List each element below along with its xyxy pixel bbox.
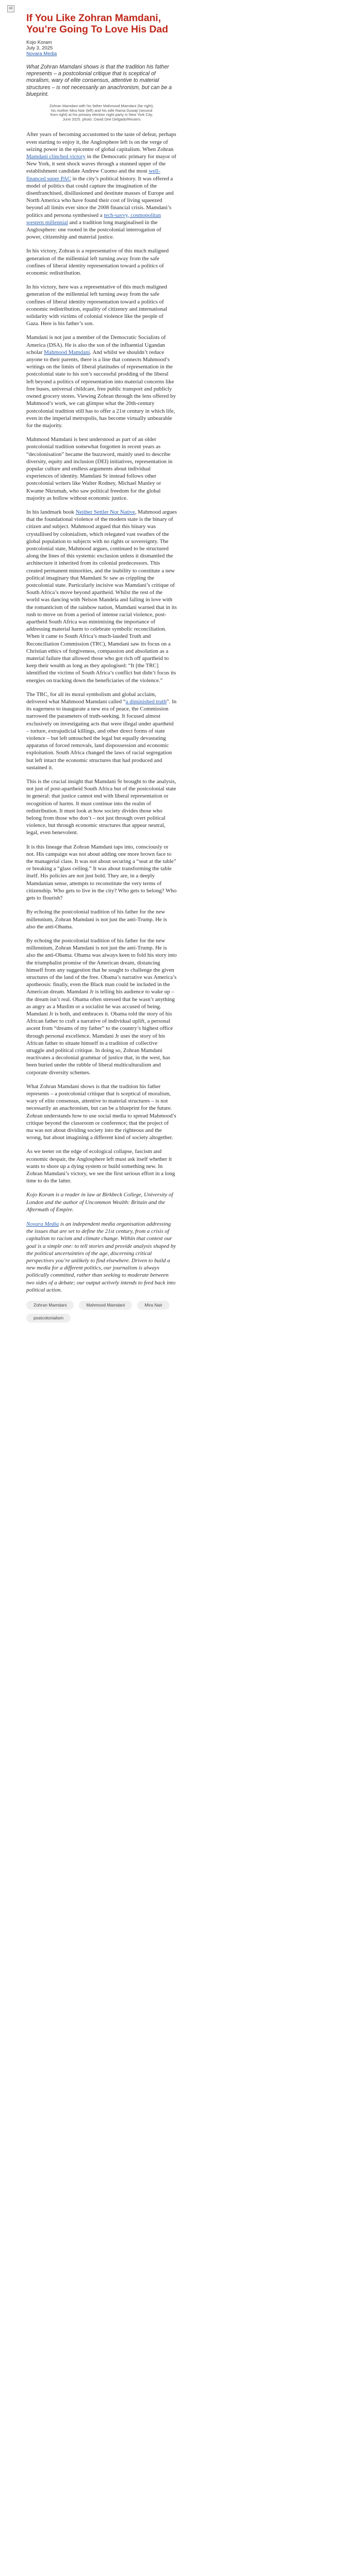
paragraph-text: This is the crucial insight that Mamdani Sr brought to the analysis, not just of post-apartheid South Africa but of the postcolonial state in general: that justice cannot end with liberal representation or recognition of harms. It must continue into the realm of redistribution. It must look at how society divides those who belong from those who don’t – not just through overt political violence, but through economic structures that appear neutral, legal, even benevolent. [26,778,176,836]
paragraph-text: ”. In its eagerness to inaugurate a new era of peace, the Commission narrowed the parameters of truth-seeking. It focused almost exclusively on investigating acts that were illegal under apartheid – torture, extrajudicial killings, and other direct forms of state violence – but left untouched the legal but equally devastating apparatus of forced removals, land dispossession and economic exploitation. South Africa changed the laws of racial segregation but left intact the economic structures that had produced and sustained it. [26,699,177,771]
tag-chip[interactable]: Zohran Mamdani [26,1301,74,1310]
publish-date: July 3, 2025 [26,45,53,51]
paragraph-text: in the city’s political history. It was offered a model of politics that could capture the imagination of the disenfranchised, disillusioned and destitute masses of Europe and North America who have found their cost of living squeezed beyond all limits ever since the 2008 financial crisis. Mamdani’s politics and persona synthesised a [26,175,174,218]
article [26,12,177,1323]
paragraph-text: What Zohran Mamdani shows is that the tradition his father represents – a postcolonial critique that is sceptical of moralism, wary of elite consensus, attentive to material structures – is not necessarily an anachronism, but can be a blueprint for the future. Zohran understands how to use social media to spread Mahmood’s critique beyond the classroom or conference; that the project of ma was not about dividing society into the righteous and the wrong, but about imagining a different kind of society altogether. [26,1083,176,1141]
paragraph-link[interactable]: Mahmood Mamdani [44,349,90,355]
lede: What Zohran Mamdani shows is that the tradition his father represents – a postcolonial critique that is sceptical of moralism, wary of elite consensus, attentive to material structures – is not necessarily an anachronism, but can be a blueprint. [26,64,172,97]
tag-list [26,1301,177,1323]
body-paragraph [26,131,177,241]
body-paragraph [26,436,177,502]
paragraph-text: The TRC, for all its moral symbolism and global acclaim, delivered what Mahmood Mamdani called “ [26,691,156,705]
paragraph-text: In his victory, here was a representative of this much maligned generation of the millennial left turning away from the safe confines of liberal identity representation toward a politics of economic redistribution, equality of citizenry and international solidarity with victims of colonial violence like the people of Gaza. Here is his father’s son. [26,284,168,327]
author: Kojo Koram [26,40,52,45]
paragraph-link[interactable]: Mamdani clinched victory [26,154,86,160]
paragraph-link[interactable]: Neither Settler Nor Native [75,509,135,515]
article-meta [26,40,177,57]
body-paragraph [26,1083,177,1142]
about-text: is an independent media organisation addressing the issues that are set to define the 21st century, from a crisis of capitalism to racism and climate change. Within that context our goal is a simple one: to tell stories and provide analysis shaped by the political uncertainties of the age, discerning critical perspectives you’re unlikely to find elsewhere. Driven to build a new media for a different politics, our journalism is always politically committed, rather than seeking to moderate between two sides of a debate; our output actively intends to feed back into political action. [26,1221,176,1293]
photo-caption: Zohran Mamdani with his father Mahmood Mamdani (far right), his mother Mira Nair (left) and his wife Rama Duwaji (second from right) at his primary election night party in New York City, June 2025. photo: David Dee Delgado/Reuters [49,104,154,122]
paragraph-text: As we teeter on the edge of ecological collapse, fascism and economic despair, the Anglosphere left must ask itself whether it wants to shore up a dying system or build something new. In Zohran Mamdani’s victory, we see the first serious effort in a long time to do the latter. [26,1148,175,1184]
tag-chip[interactable]: Mahmood Mamdani [79,1301,132,1310]
paragraph-link[interactable]: well-financed super PAC [26,168,160,182]
about-link[interactable]: Novara Media [26,1221,59,1228]
tag-chip[interactable]: postcolonialism [26,1314,71,1323]
source-link[interactable]: Novara Media [26,51,57,57]
paragraph-text: in the Democratic primary for mayor of New York, it sent shock waves through a stunned upper of the establishment candidate Andrew Cuomo and the most [26,154,176,175]
newsletter-logo-icon[interactable]: ✉ [7,5,14,12]
author-bio: Kojo Koram is a reader in law at Birkbeck College, University of London and the author of Uncommon Wealth: Britain and the Aftermath of Empire. [26,1192,173,1213]
paragraph-text: . And whilst we shouldn’t reduce anyone to their parents, there is a line that connects Mahmood’s writings on the limits of liberal platitudes of representation in the postcolonial state to his son’s successful prodding of the liberal left beyond a politics of representation into material concerns like free buses, universal childcare, free public transport and publicly owned grocery stores. Viewing Zohran through the lens offered by Mahmood’s work, we can glimpse what the 20th-century postcolonial tradition still has to offer a 21st century in which life, even in the imperial metropolis, has become virtually unbearable for the majority. [26,349,176,429]
body-paragraph [26,908,177,930]
body-paragraph [26,283,177,327]
about-novara [26,1221,177,1294]
paragraph-text: and a tradition long marginalised in the Anglosphere: one rooted in the postcolonial interrogation of power, citizenship and material justice. [26,219,161,241]
body-paragraph [26,937,177,1076]
paragraph-text: , Mahmood argues that the foundational violence of the modern state is the binary of citizen and subject. Mahmood argued that this binary was crystallised by colonialism, which relegated vast swathes of the global population to subjects with no rights or sovereignty. The postcolonial state, Mahmood argues, continued to be structured along the lines of this systemic exclusion unless it dismantled the architecture it inherited from its colonial predecessors. This created permanent minorities, and the inability to constitute a new political imaginary that Mamdani Sr saw as crippling the postcolonial state. Particularly incisive was Mamdani’s critique of South Africa’s move beyond apartheid. Whilst the rest of the world was dancing with Nelson Mandela and falling in love with the romanticism of the rainbow nation, Mamdani warned that in its rush to move on from a period of intense racial violence, post-apartheid South Africa was minimising the importance of addressing material harm to celebrate symbolic reconciliation. When it came to South Africa’s much-lauded Truth and Reconciliation Commission (TRC), Mamdani saw its focus on a Christian ethics of forgiveness, compassion and absolution as a material failure that allowed those who got rich off apartheid to keep their wealth as long as they apologised: “It [the TRC] identified the victims of South Africa’s conflict but didn’t focus its energies on tracking down the beneficiaries of the violence.” [26,509,177,684]
body-paragraph [26,334,177,429]
paragraph-text: After years of becoming accustomed to the taste of defeat, perhaps even starting to enjoy it, the Anglosphere left is on the verge of seizing power in the epicentre of global capitalism. When Zohran [26,131,176,152]
paragraph-text: Mahmood Mamdani is best understood as part of an older postcolonial tradition somewhat forgotten in recent years as “decolonisation” became the buzzword, mainly used to describe diversity, equity and inclusion (DEI) initiatives, representation in popular culture and endless arguments about individual experiences of identity. Mamdani Sr instead follows other postcolonial writers like Walter Rodney, Michael Manley or Kwame Nkrumah, who saw political freedom for the global majority as hollow without economic justice. [26,436,173,501]
paragraph-text: In his victory, Zohran is a representative of this much maligned generation of the millennial left turning away from the safe confines of liberal identity representation toward a politics of economic redistribution. [26,248,169,277]
body-paragraph [26,1148,177,1184]
body-paragraph [26,843,177,902]
tag-chip[interactable]: Mira Nair [137,1301,169,1310]
article-body [26,131,177,1184]
paragraph-text: In his landmark book [26,509,76,515]
body-paragraph [26,691,177,771]
paragraph-text: Mamdani is not just a member of the Democratic Socialists of America (DSA). He is also the son of the influential Ugandan scholar [26,334,166,355]
article-title[interactable]: If You Like Zohran Mamdani, You’re Going To Love His Dad [26,12,168,35]
body-paragraph [26,509,177,684]
paragraph-text: It is this lineage that Zohran Mamdani taps into, consciously or not. His campaign was not about adding one more brown face to the managerial class. It was not about securing a “seat at the table” or breaking a “glass ceiling.” It was about transforming the table itself. His policies are not just bold. They are, in a deeply Mamdanian sense, attempts to reconstitute the very terms of citizenship. Who gets to live in the city? Who gets to belong? Who gets to flourish? [26,843,177,902]
paragraph-text: By echoing the postcolonial tradition of his father for the new millennium, Zohran Mamdani is not just the anti-Trump. He is also the anti-Obama. [26,909,167,930]
body-paragraph [26,247,177,277]
paragraph-link[interactable]: a diminished truth [125,699,167,705]
paragraph-link[interactable]: tech-savvy, cosmopolitan western millennial [26,212,161,226]
paragraph-text: By echoing the postcolonial tradition of his father for the new millennium, Zohran Mamdani is not just the anti-Trump. He is also the anti-Obama. Obama was always keen to fold his story into the triumphalist promise of the American dream, distancing himself from any suggestion that he sought to challenge the given structures of the land of the free. Obama’s narrative was America’s apotheosis: finally, even the Black man could be included in the American dream. Mamdani Jr is telling his audience to wake up – the dream isn’t real. Obama often stressed that he wasn’t anything as angry as a Muslim or a socialist he was accused of being. Mamdani Jr is both, and embraces it. Obama told the story of his African father to craft a narrative of individual uplift, a personal ascent from “dreams of my father” to the country’s highest office through personal excellence. Mamdani Jr uses the story of his African father to situate himself in a tradition of collective struggle and political critique. In doing so, Zohran Mamdani reactivates a decolonial grammar of justice that, in the west, has been buried under the rubble of liberal multiculturalism and corporate diversity schemes. [26,937,177,1076]
body-paragraph [26,778,177,837]
